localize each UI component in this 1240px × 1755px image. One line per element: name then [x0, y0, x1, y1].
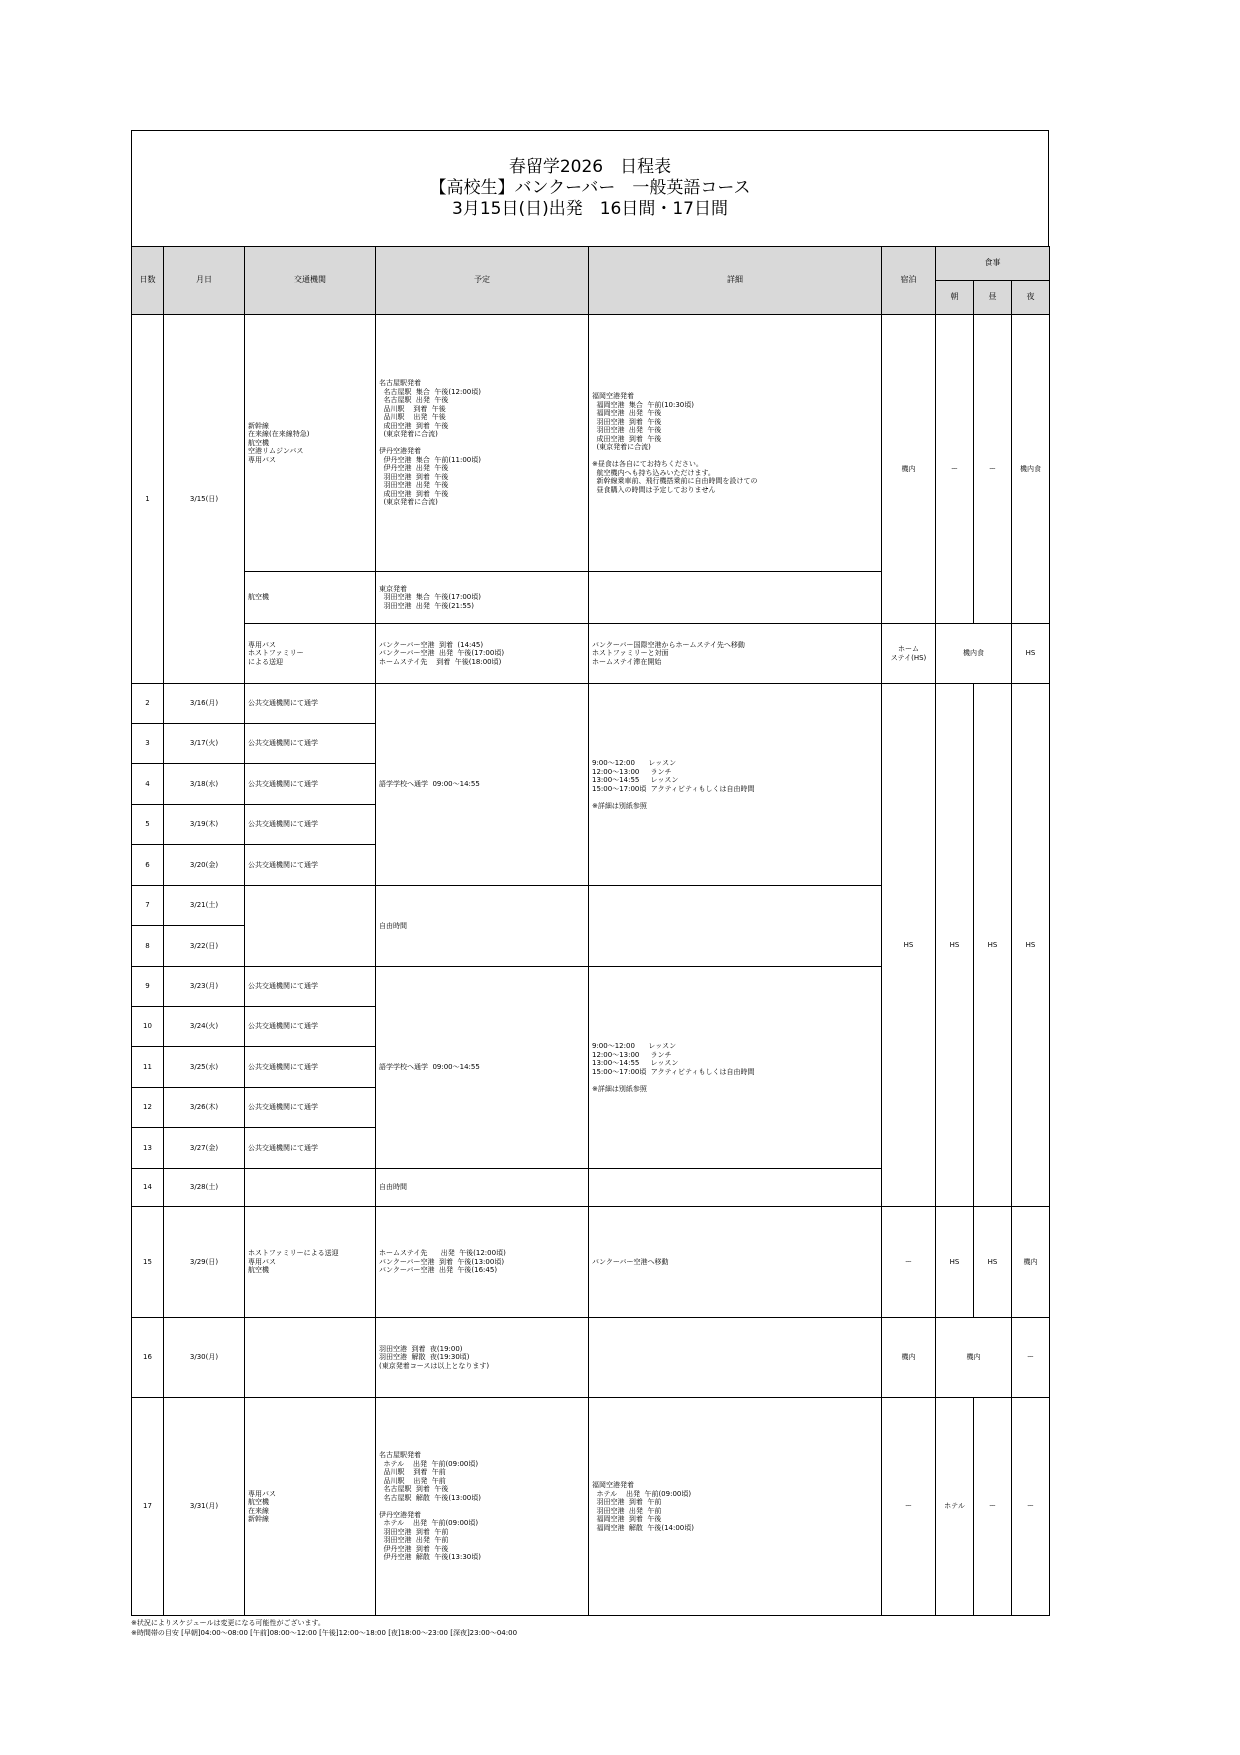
breakfast-cell: ー [936, 315, 974, 624]
plan-cell: 語学学校へ通学 09:00～14:55 [376, 684, 589, 886]
day-cell: 13 [132, 1128, 164, 1169]
date-cell: 3/18(水) [164, 764, 245, 805]
dinner-cell: ー [1012, 1398, 1050, 1616]
table-row [132, 1398, 1050, 1616]
day-cell: 14 [132, 1169, 164, 1207]
date-cell: 3/26(木) [164, 1088, 245, 1128]
lunch-cell: HS [974, 1207, 1012, 1318]
transport-cell: 専用バス 航空機 在来線 新幹線 [245, 1398, 376, 1616]
lunch-cell: ー [974, 1398, 1012, 1616]
transport-cell: 公共交通機関にて通学 [245, 1088, 376, 1128]
title-line-2: 【高校生】バンクーバー 一般英語コース [429, 178, 751, 198]
transport-cell: ホストファミリーによる送迎 専用バス 航空機 [245, 1207, 376, 1318]
plan-cell: 自由時間 [376, 1169, 589, 1207]
plan-cell: ホームステイ先 出発 午後(12:00頃) バンクーバー空港 到着 午後(13:00頃) バンクーバー空港 出発 午後(16:45) [376, 1207, 589, 1318]
detail-cell: 9:00～12:00 レッスン 12:00～13:00 ランチ 13:00～14:55 レッスン 15:00～17:00頃 アクティビティもしくは自由時間 ※詳細は別紙参照 [589, 967, 882, 1169]
date-cell: 3/23(月) [164, 967, 245, 1007]
schedule-table [131, 246, 1050, 1616]
transport-cell: 新幹線 在来線(在来線特急) 航空機 空港リムジンバス 専用バス [245, 315, 376, 572]
breakfast-cell: HS [936, 1207, 974, 1318]
stay-cell: HS [882, 684, 936, 1207]
plan-cell: 自由時間 [376, 886, 589, 967]
detail-cell: バンクーバー国際空港からホームステイ先へ移動 ホストファミリーと対面 ホームステイ滞在開始 [589, 624, 882, 684]
dinner-cell: HS [1012, 684, 1050, 1207]
transport-cell: 公共交通機関にて通学 [245, 1047, 376, 1088]
plan-cell: 名古屋駅発着 名古屋駅 集合 午後(12:00頃) 名古屋駅 出発 午後 品川駅 到着 午後 品川駅 出発 午後 成田空港 到着 午後 (東京発着に合流) 伊丹空港発着 伊丹空港 集合 午前(11:00頃) 伊丹空港 出発 午後 羽田空港 到着 午後 羽田空港 出発 午後 成田空港 到着 午後 (東京発着に合流) [376, 315, 589, 572]
day-cell: 12 [132, 1088, 164, 1128]
day-cell: 16 [132, 1318, 164, 1398]
plan-cell: 語学学校へ通学 09:00～14:55 [376, 967, 589, 1169]
date-cell: 3/29(日) [164, 1207, 245, 1318]
day-cell: 2 [132, 684, 164, 724]
day-cell: 8 [132, 926, 164, 967]
day-cell: 3 [132, 724, 164, 764]
transport-cell: 公共交通機関にて通学 [245, 845, 376, 886]
date-cell: 3/19(木) [164, 805, 245, 845]
table-row [132, 684, 1050, 724]
detail-cell [589, 886, 882, 967]
transport-cell: 公共交通機関にて通学 [245, 1007, 376, 1047]
breakfast-cell: HS [936, 684, 974, 1207]
table-row [132, 624, 1050, 684]
date-cell: 3/20(金) [164, 845, 245, 886]
stay-cell: ホーム ステイ(HS) [882, 624, 936, 684]
detail-cell [589, 572, 882, 624]
header-dinner: 夜 [1012, 281, 1050, 315]
day-cell: 1 [132, 315, 164, 684]
day-cell: 6 [132, 845, 164, 886]
date-cell: 3/31(月) [164, 1398, 245, 1616]
day-cell: 7 [132, 886, 164, 926]
date-cell: 3/27(金) [164, 1128, 245, 1169]
table-row [132, 1207, 1050, 1318]
transport-cell: 公共交通機関にて通学 [245, 724, 376, 764]
date-cell: 3/22(日) [164, 926, 245, 967]
detail-cell [589, 1318, 882, 1398]
transport-cell: 専用バス ホストファミリー による送迎 [245, 624, 376, 684]
header-date: 月日 [164, 247, 245, 315]
breakfast-lunch-cell: 機内食 [936, 624, 1012, 684]
header-day: 日数 [132, 247, 164, 315]
date-cell: 3/16(月) [164, 684, 245, 724]
dinner-cell: 機内食 [1012, 315, 1050, 624]
transport-cell: 公共交通機関にて通学 [245, 1128, 376, 1169]
dinner-cell: 機内 [1012, 1207, 1050, 1318]
dinner-cell: ー [1012, 1318, 1050, 1398]
title-box [131, 130, 1049, 246]
day-cell: 15 [132, 1207, 164, 1318]
plan-cell: 東京発着 羽田空港 集合 午後(17:00頃) 羽田空港 出発 午後(21:55) [376, 572, 589, 624]
day-cell: 5 [132, 805, 164, 845]
day-cell: 10 [132, 1007, 164, 1047]
header-breakfast: 朝 [936, 281, 974, 315]
stay-cell: 機内 [882, 315, 936, 624]
header-detail: 詳細 [589, 247, 882, 315]
lunch-cell: HS [974, 684, 1012, 1207]
transport-cell [245, 1318, 376, 1398]
transport-cell: 公共交通機関にて通学 [245, 684, 376, 724]
date-cell: 3/25(水) [164, 1047, 245, 1088]
transport-cell: 公共交通機関にて通学 [245, 805, 376, 845]
day-cell: 17 [132, 1398, 164, 1616]
table-row [132, 315, 1050, 572]
date-cell: 3/28(土) [164, 1169, 245, 1207]
header-stay: 宿泊 [882, 247, 936, 315]
detail-cell: 9:00～12:00 レッスン 12:00～13:00 ランチ 13:00～14:55 レッスン 15:00～17:00頃 アクティビティもしくは自由時間 ※詳細は別紙参照 [589, 684, 882, 886]
day-cell: 9 [132, 967, 164, 1007]
header-transport: 交通機関 [245, 247, 376, 315]
date-cell: 3/24(火) [164, 1007, 245, 1047]
detail-cell [589, 1169, 882, 1207]
footnote: ※状況によりスケジュールは変更になる可能性がございます。 [131, 1619, 325, 1627]
date-cell: 3/17(火) [164, 724, 245, 764]
day-cell: 4 [132, 764, 164, 805]
detail-cell: 福岡空港発着 ホテル 出発 午前(09:00頃) 羽田空港 到着 午前 羽田空港 出発 午前 福岡空港 到着 午後 福岡空港 解散 午後(14:00頃) [589, 1398, 882, 1616]
schedule-sheet [131, 130, 1049, 1638]
footnote: ※時間帯の目安 [早朝]04:00～08:00 [午前]08:00～12:00 [午後]12:00～18:00 [夜]18:00～23:00 [深夜]23:00～04:00 [131, 1629, 518, 1637]
breakfast-cell: ホテル [936, 1398, 974, 1616]
plan-cell: 名古屋駅発着 ホテル 出発 午前(09:00頃) 品川駅 到着 午前 品川駅 出発 午前 名古屋駅 到着 午後 名古屋駅 解散 午後(13:00頃) 伊丹空港発着 ホテル 出発 午前(09:00頃) 羽田空港 到着 午前 羽田空港 出発 午前 伊丹空港 到着 午後 伊丹空港 解散 午後(13:30頃) [376, 1398, 589, 1616]
transport-cell [245, 1169, 376, 1207]
transport-cell [245, 886, 376, 967]
stay-cell: 機内 [882, 1318, 936, 1398]
transport-cell: 公共交通機関にて通学 [245, 764, 376, 805]
plan-cell: バンクーバー空港 到着 (14:45) バンクーバー空港 出発 午後(17:00頃) ホームステイ先 到着 午後(18:00頃) [376, 624, 589, 684]
transport-cell: 公共交通機関にて通学 [245, 967, 376, 1007]
table-row [132, 1318, 1050, 1398]
stay-cell: ー [882, 1207, 936, 1318]
dinner-cell: HS [1012, 624, 1050, 684]
lunch-cell: ー [974, 315, 1012, 624]
header-plan: 予定 [376, 247, 589, 315]
detail-cell: バンクーバー空港へ移動 [589, 1207, 882, 1318]
breakfast-lunch-cell: 機内 [936, 1318, 1012, 1398]
date-cell: 3/15(日) [164, 315, 245, 684]
detail-cell: 福岡空港発着 福岡空港 集合 午前(10:30頃) 福岡空港 出発 午後 羽田空港 到着 午後 羽田空港 出発 午後 成田空港 到着 午後 (東京発着に合流) ※昼食は各自にてお持ちください。 航空機内へも持ち込みいただけます。 新幹線乗車前、飛行機搭乗前に自由時間を設けての 昼食購入の時間は予定しておりません [589, 315, 882, 572]
transport-cell: 航空機 [245, 572, 376, 624]
date-cell: 3/21(土) [164, 886, 245, 926]
date-cell: 3/30(月) [164, 1318, 245, 1398]
title-line-1: 春留学2026 日程表 [508, 157, 672, 177]
header-meal: 食事 [936, 247, 1050, 281]
stay-cell: ー [882, 1398, 936, 1616]
footnotes [131, 1618, 1049, 1638]
plan-cell: 羽田空港 到着 夜(19:00) 羽田空港 解散 夜(19:30頃) (東京発着コースは以上となります) [376, 1318, 589, 1398]
header-lunch: 昼 [974, 281, 1012, 315]
title-line-3: 3月15日(日)出発 16日間・17日間 [452, 199, 728, 219]
day-cell: 11 [132, 1047, 164, 1088]
